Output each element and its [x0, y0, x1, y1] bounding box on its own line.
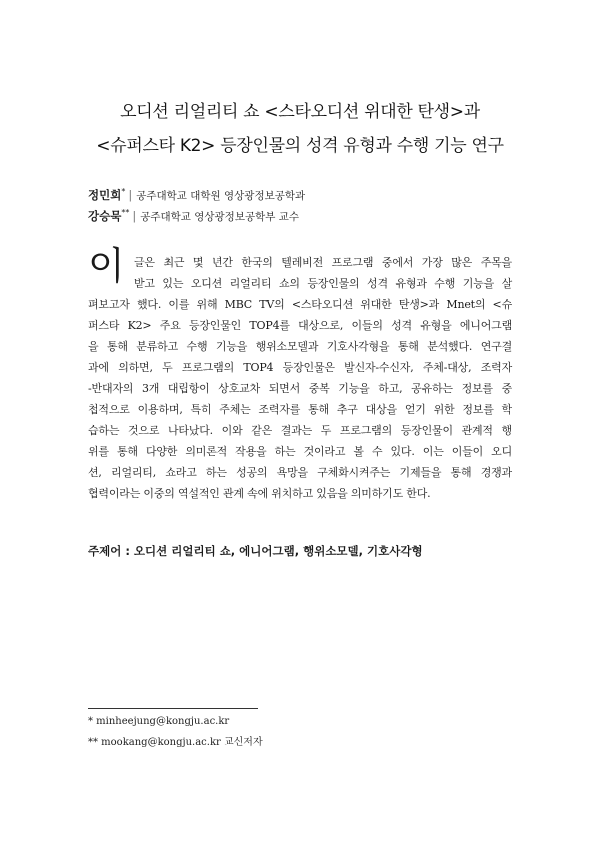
- abstract-line: 받고 있는 오디션 리얼리티 쇼의 등장인물의 성격 유형과 수행 기능을 살: [134, 277, 512, 290]
- keywords: 주제어 : 오디션 리얼리티 쇼, 에니어그램, 행위소모델, 기호사각형: [88, 544, 423, 558]
- abstract-line: 퍼스타 K2> 주요 등장인물인 TOP4를 대상으로, 이들의 성격 유형을 에니어그램: [88, 319, 512, 332]
- author-mark: *: [121, 187, 126, 197]
- author-name: 강승묵: [88, 209, 122, 223]
- abstract-line: 습하는 것으로 나타났다. 이와 같은 결과는 두 프로그램의 등장인물이 관계적 행: [88, 424, 512, 437]
- author-2: [88, 208, 299, 224]
- footnote-divider: [88, 708, 258, 709]
- author-name: 정민희: [88, 188, 122, 202]
- abstract-line: 협력이라는 이중의 역설적인 관계 속에 위치하고 있음을 의미하기도 한다.: [88, 487, 431, 500]
- author-mark: **: [121, 208, 130, 218]
- separator: |: [132, 209, 137, 223]
- author-affiliation: 공주대학교 대학원 영상광정보공학과: [136, 190, 306, 202]
- abstract-line: -반대자의 3개 대립항이 상호교차 되면서 중복 기능을 하고, 공유하는 정보를 중: [88, 382, 512, 395]
- abstract-line: 위를 통해 다양한 의미론적 작용을 하는 것이라고 볼 수 있다. 이는 이들이 오디: [88, 445, 512, 458]
- author-1: [88, 187, 305, 203]
- abstract-dropcap: 이: [88, 244, 125, 288]
- paper-title-line-1: 오디션 리얼리티 쇼 <스타오디션 위대한 탄생>과: [120, 102, 480, 122]
- footnote-2: ** mookang@kongju.ac.kr 교신저자: [88, 737, 263, 748]
- abstract-line: 첩적으로 이용하며, 특히 주체는 조력자를 통해 추구 대상을 얻기 위한 정보를 학: [88, 403, 512, 416]
- abstract-line: 션, 리얼리티, 쇼라고 하는 성공의 욕망을 구체화시켜주는 기제들을 통해 경쟁과: [88, 466, 512, 479]
- separator: |: [128, 188, 133, 202]
- paper-title-line-2: <슈퍼스타 K2> 등장인물의 성격 유형과 수행 기능 연구: [96, 136, 504, 156]
- abstract-line: 글은 최근 몇 년간 한국의 텔레비전 프로그램 중에서 가장 많은 주목을: [134, 256, 512, 269]
- author-affiliation: 공주대학교 영상광정보공학부 교수: [140, 211, 300, 223]
- footnote-1: * minheejung@kongju.ac.kr: [88, 716, 230, 727]
- abstract-line: 과에 의하면, 두 프로그램의 TOP4 등장인물은 발신자-수신자, 주체-대상, 조력자: [88, 361, 512, 374]
- abstract-line: 펴보고자 했다. 이를 위해 MBC TV의 <스타오디션 위대한 탄생>과 Mnet의 <슈: [88, 298, 512, 311]
- abstract-line: 을 통해 분류하고 수행 기능을 행위소모델과 기호사각형을 통해 분석했다. 연구결: [88, 340, 512, 353]
